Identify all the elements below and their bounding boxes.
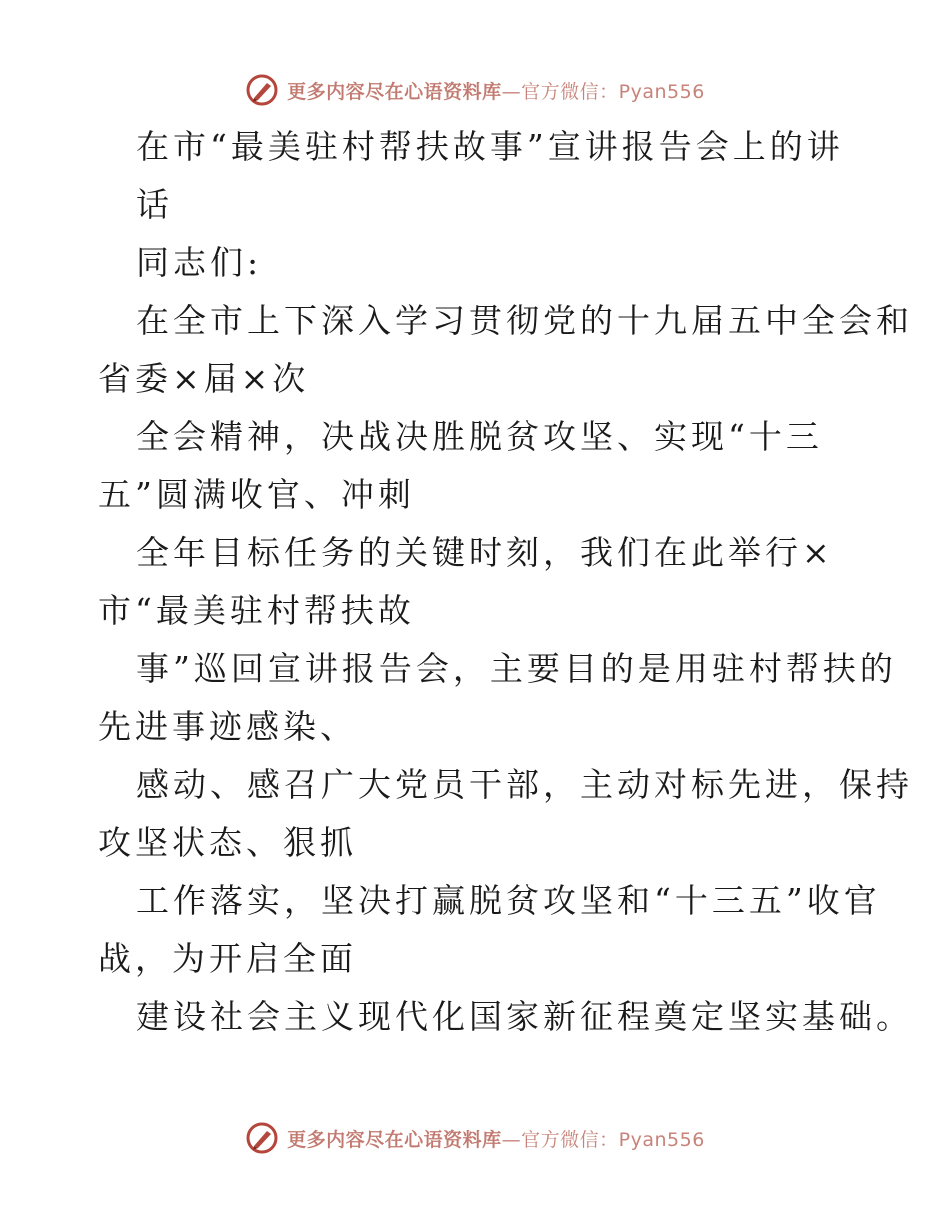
pen-circle-logo-icon: [245, 1121, 279, 1155]
watermark-wechat: 官方微信：Pyan556: [521, 1128, 705, 1151]
watermark-separator: —: [501, 1128, 522, 1151]
text-line: 全会精神，决战决胜脱贫攻坚、实现“十三: [136, 417, 823, 456]
watermark-brand: 更多内容尽在心语资料库: [287, 1128, 502, 1151]
text-line: 攻坚状态、狠抓: [98, 823, 357, 862]
pen-circle-logo-icon: [245, 73, 279, 107]
text-line: 全年目标任务的关键时刻，我们在此举行×: [136, 533, 834, 572]
text-line: 先进事迹感染、: [98, 707, 357, 746]
text-line: 工作落实，坚决打赢脱贫攻坚和“十三五”收官: [136, 881, 881, 920]
title-line-1: 在市“最美驻村帮扶故事”宣讲报告会上的讲: [136, 127, 844, 166]
text-line: 五”圆满收官、冲刺: [98, 475, 415, 514]
watermark-wechat: 官方微信：Pyan556: [521, 80, 705, 103]
text-line: 事”巡回宣讲报告会，主要目的是用驻村帮扶的: [136, 649, 897, 688]
footer-watermark: [0, 1118, 950, 1158]
watermark-separator: —: [501, 80, 522, 103]
text-line: 省委×届×次: [98, 359, 310, 398]
title-line-2: 话: [136, 185, 173, 224]
text-line: 市“最美驻村帮扶故: [98, 591, 415, 630]
text-line: 感动、感召广大党员干部，主动对标先进，保持: [136, 765, 913, 804]
text-line: 在全市上下深入学习贯彻党的十九届五中全会和: [136, 301, 913, 340]
salutation: 同志们:: [136, 243, 263, 282]
text-line: 战，为开启全面: [98, 939, 357, 978]
watermark-text: [287, 77, 705, 104]
watermark-brand: 更多内容尽在心语资料库: [287, 80, 502, 103]
watermark-text: [287, 1125, 705, 1152]
text-line: 建设社会主义现代化国家新征程奠定坚实基础。: [136, 997, 913, 1036]
header-watermark: [0, 70, 950, 110]
